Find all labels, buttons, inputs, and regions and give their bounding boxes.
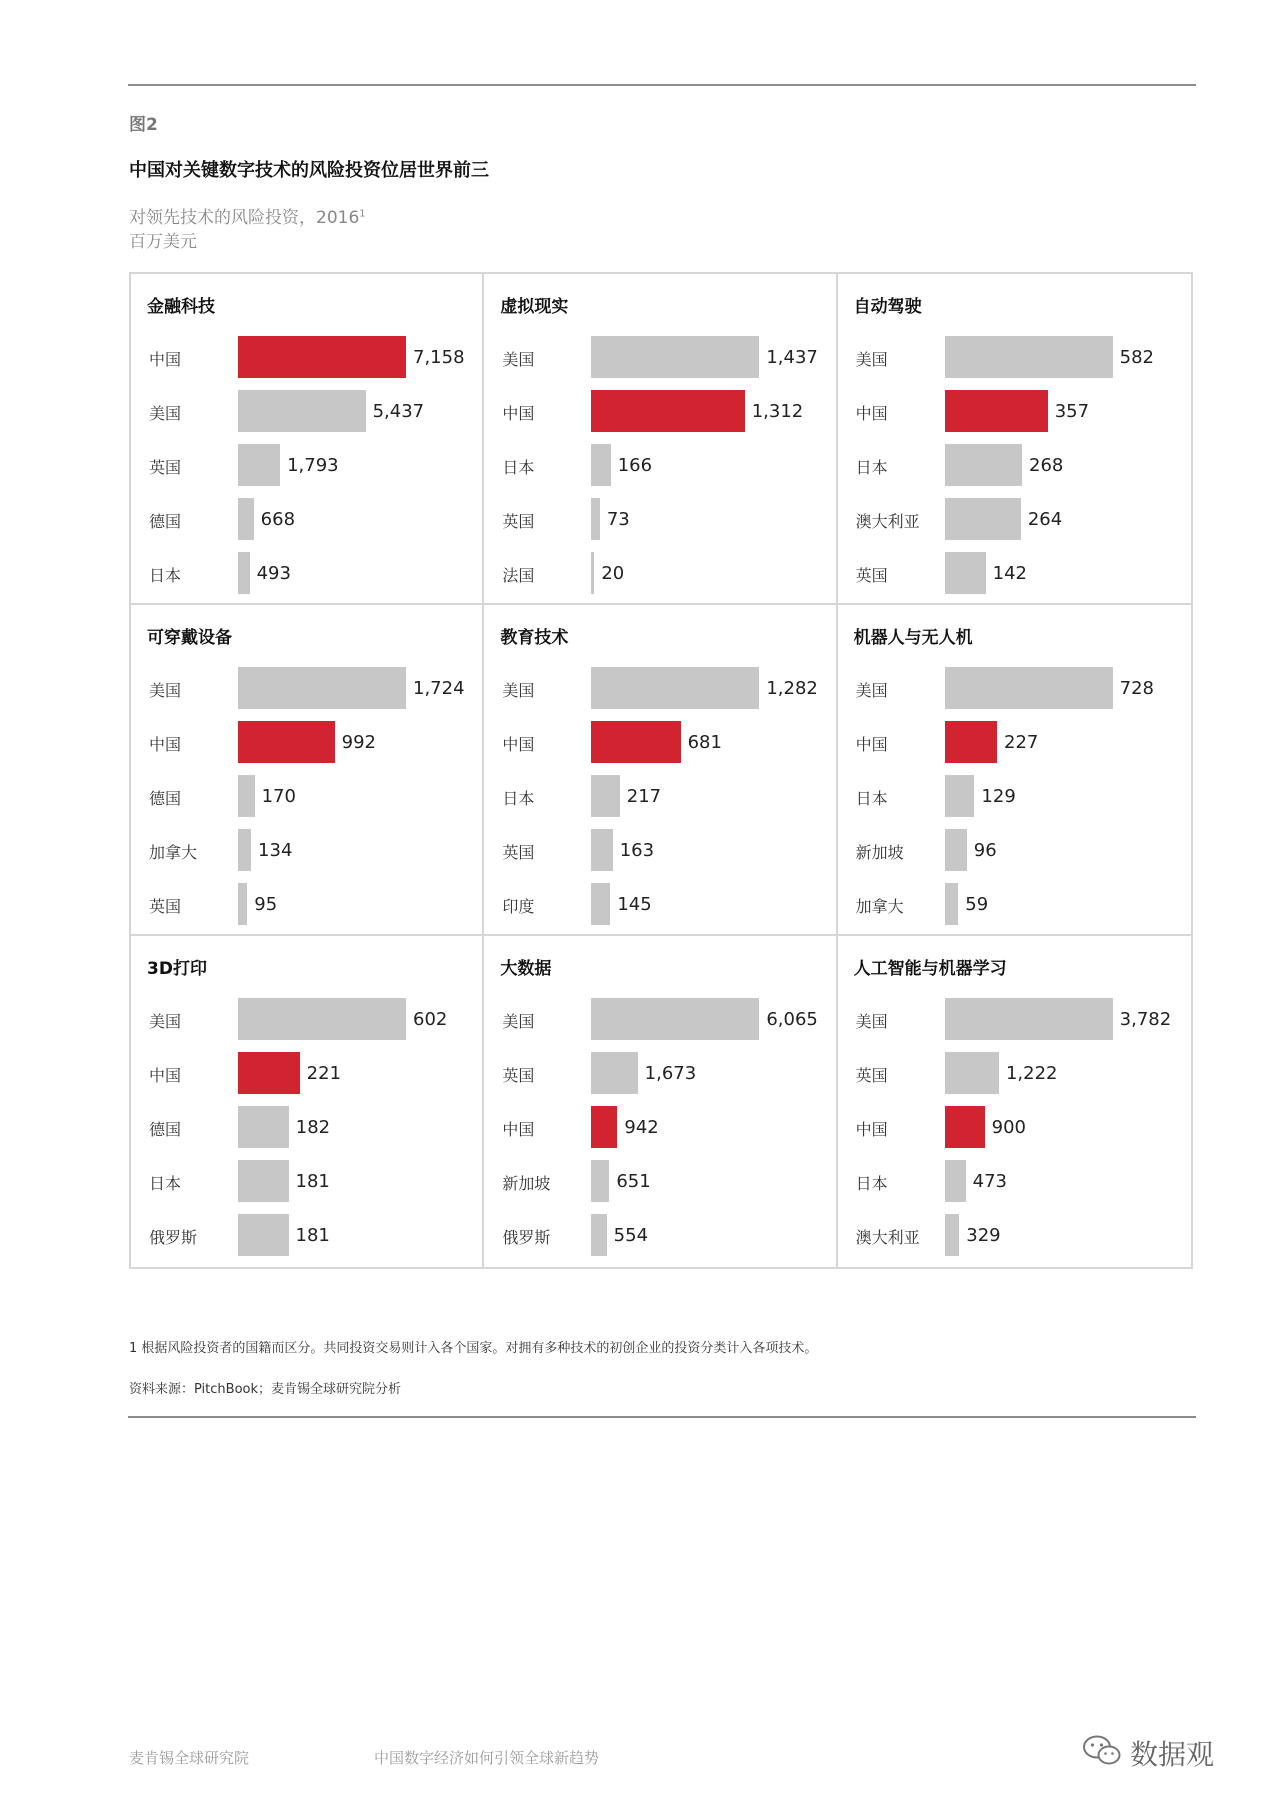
bar [945, 1160, 966, 1202]
subtitle-text: 对领先技术的风险投资，2016 [129, 208, 360, 228]
bar-row [838, 667, 1191, 711]
bar-row [838, 883, 1191, 927]
bar [238, 667, 406, 709]
bar [238, 1106, 289, 1148]
category-label: 德国 [149, 789, 182, 808]
chart-grid [129, 272, 1193, 1269]
bar-row [838, 552, 1191, 596]
bar-row [131, 1160, 482, 1204]
bar [591, 444, 610, 486]
category-label: 德国 [149, 1120, 182, 1139]
bar [591, 1106, 617, 1148]
value-label: 181 [295, 1171, 330, 1192]
value-label: 668 [260, 509, 296, 530]
chart-panel [838, 274, 1191, 605]
bar [591, 552, 594, 594]
figure-label: 图2 [129, 115, 158, 135]
bar [238, 775, 255, 817]
bar-row [131, 775, 482, 819]
footer-report-title: 中国数字经济如何引领全球新趋势 [374, 1749, 600, 1767]
value-label: 217 [626, 786, 662, 807]
bar [591, 883, 610, 925]
value-label: 170 [261, 786, 296, 807]
bar [238, 829, 251, 871]
bar-row [838, 1106, 1191, 1150]
value-label: 602 [413, 1009, 448, 1030]
bar-row [484, 1160, 835, 1204]
category-label: 日本 [855, 1174, 888, 1193]
value-label: 182 [295, 1117, 331, 1138]
chart-panel [484, 936, 837, 1267]
bar [238, 336, 406, 378]
bar-row [838, 1214, 1191, 1258]
footer-publisher: 麦肯锡全球研究院 [129, 1749, 250, 1767]
value-label: 264 [1027, 509, 1063, 530]
bar-row [484, 667, 835, 711]
bar [591, 1052, 637, 1094]
bar-row [484, 390, 835, 434]
source-note: 资料来源：PitchBook；麦肯锡全球研究院分析 [129, 1382, 402, 1397]
panel-title: 大数据 [500, 959, 552, 979]
bar [945, 552, 986, 594]
value-label: 163 [619, 840, 655, 861]
bar [945, 498, 1021, 540]
value-label: 1,282 [766, 678, 818, 699]
bar-row [838, 721, 1191, 765]
value-label: 59 [965, 894, 989, 915]
value-label: 227 [1004, 732, 1039, 753]
top-rule [128, 84, 1196, 86]
category-label: 加拿大 [149, 843, 198, 862]
bar-row [131, 390, 482, 434]
watermark [1082, 1733, 1214, 1773]
bar-row [838, 998, 1191, 1042]
bar-row [484, 721, 835, 765]
bar-row [131, 444, 482, 488]
bar-row [131, 1214, 482, 1258]
bar [238, 552, 250, 594]
bar-row [484, 883, 835, 927]
bar [591, 721, 680, 763]
bar [945, 667, 1113, 709]
bar-row [131, 498, 482, 542]
value-label: 582 [1119, 347, 1155, 368]
bar [238, 444, 280, 486]
category-label: 日本 [149, 1174, 182, 1193]
bar-row [838, 498, 1191, 542]
bar-row [484, 552, 835, 596]
value-label: 1,222 [1005, 1063, 1058, 1084]
bar-row [838, 1052, 1191, 1096]
footnote: 1 根据风险投资者的国籍而区分。共同投资交易则计入各个国家。对拥有多种技术的初创企业的投资分类计入各项技术。 [129, 1341, 818, 1356]
bar-row [131, 721, 482, 765]
bar-row [131, 1106, 482, 1150]
category-label: 中国 [149, 735, 182, 754]
value-label: 129 [981, 786, 1016, 807]
value-label: 268 [1029, 455, 1064, 476]
value-label: 145 [617, 894, 652, 915]
category-label: 中国 [855, 1120, 888, 1139]
bar-row [838, 336, 1191, 380]
bar-row [484, 775, 835, 819]
category-label: 日本 [855, 789, 888, 808]
value-label: 1,724 [413, 678, 465, 699]
category-label: 美国 [502, 1012, 535, 1031]
value-label: 142 [992, 563, 1027, 584]
category-label: 英国 [502, 843, 535, 862]
chart-panel [484, 274, 837, 605]
category-label: 新加坡 [502, 1174, 551, 1193]
bar-row [484, 1106, 835, 1150]
bar-row [484, 498, 835, 542]
bar-row [838, 390, 1191, 434]
bar [238, 721, 335, 763]
bar-row [484, 998, 835, 1042]
category-label: 英国 [502, 512, 535, 531]
value-label: 473 [972, 1171, 1008, 1192]
chart-panel [131, 936, 484, 1267]
bar [945, 721, 997, 763]
category-label: 澳大利亚 [855, 1228, 920, 1247]
bar [591, 1160, 609, 1202]
subtitle-footnote-marker: 1 [359, 208, 366, 220]
bar [238, 998, 406, 1040]
bar-row [484, 829, 835, 873]
value-label: 329 [966, 1225, 1001, 1246]
bar [238, 390, 366, 432]
category-label: 英国 [855, 566, 888, 585]
bar-row [484, 336, 835, 380]
value-label: 221 [306, 1063, 342, 1084]
category-label: 中国 [502, 404, 535, 423]
value-label: 73 [606, 509, 630, 530]
category-label: 中国 [149, 350, 182, 369]
value-label: 134 [258, 840, 293, 861]
bar [238, 1052, 300, 1094]
chart-panel [838, 605, 1191, 936]
category-label: 中国 [855, 735, 888, 754]
bar-row [131, 998, 482, 1042]
panel-title: 教育技术 [500, 628, 569, 648]
value-label: 681 [687, 732, 722, 753]
category-label: 美国 [149, 404, 182, 423]
chart-title: 中国对关键数字技术的风险投资位居世界前三 [129, 160, 489, 181]
bar [591, 1214, 606, 1256]
bar-row [838, 775, 1191, 819]
category-label: 日本 [502, 789, 535, 808]
value-label: 942 [624, 1117, 659, 1138]
bar [945, 390, 1048, 432]
bar [945, 883, 959, 925]
chart-panel [838, 936, 1191, 1267]
category-label: 中国 [855, 404, 888, 423]
bar [945, 444, 1022, 486]
panel-title: 机器人与无人机 [853, 628, 973, 648]
bar [238, 883, 247, 925]
bar [591, 667, 759, 709]
value-label: 181 [295, 1225, 330, 1246]
category-label: 日本 [855, 458, 888, 477]
category-label: 美国 [855, 350, 888, 369]
value-label: 900 [991, 1117, 1026, 1138]
wechat-icon [1082, 1734, 1122, 1772]
value-label: 5,437 [372, 401, 425, 422]
value-label: 992 [341, 732, 377, 753]
category-label: 美国 [149, 681, 182, 700]
category-label: 中国 [502, 735, 535, 754]
category-label: 美国 [502, 350, 535, 369]
chart-panel [131, 274, 484, 605]
category-label: 俄罗斯 [149, 1228, 198, 1247]
bar-row [131, 829, 482, 873]
value-label: 20 [601, 563, 625, 584]
value-label: 493 [256, 563, 291, 584]
bottom-rule [128, 1416, 1196, 1418]
bar [945, 1052, 999, 1094]
value-label: 6,065 [766, 1009, 818, 1030]
bar [591, 998, 759, 1040]
category-label: 印度 [502, 897, 535, 916]
watermark-text: 数据观 [1130, 1738, 1215, 1771]
value-label: 3,782 [1119, 1009, 1172, 1030]
value-label: 357 [1054, 401, 1090, 422]
value-label: 1,673 [644, 1063, 697, 1084]
category-label: 日本 [502, 458, 535, 477]
category-label: 美国 [855, 1012, 888, 1031]
panel-title: 3D打印 [147, 959, 207, 979]
value-label: 1,793 [287, 455, 339, 476]
bar-row [131, 1052, 482, 1096]
bar-row [131, 883, 482, 927]
bar-row [484, 444, 835, 488]
bar [945, 1214, 960, 1256]
category-label: 英国 [502, 1066, 535, 1085]
bar-row [484, 1052, 835, 1096]
category-label: 英国 [149, 458, 182, 477]
category-label: 加拿大 [855, 897, 904, 916]
category-label: 法国 [502, 566, 535, 585]
bar [591, 336, 759, 378]
bar [238, 1160, 289, 1202]
bar [945, 998, 1113, 1040]
value-label: 1,437 [766, 347, 818, 368]
panel-title: 人工智能与机器学习 [853, 959, 1007, 979]
bar-row [131, 552, 482, 596]
category-label: 美国 [149, 1012, 182, 1031]
category-label: 俄罗斯 [502, 1228, 551, 1247]
bar [591, 498, 600, 540]
category-label: 英国 [855, 1066, 888, 1085]
bar-row [838, 829, 1191, 873]
chart-panel [131, 605, 484, 936]
value-label: 554 [613, 1225, 649, 1246]
bar [238, 1214, 289, 1256]
value-label: 96 [973, 840, 997, 861]
chart-subtitle [129, 203, 366, 228]
bar [591, 775, 619, 817]
category-label: 英国 [149, 897, 182, 916]
panel-title: 自动驾驶 [853, 297, 922, 317]
bar-row [838, 444, 1191, 488]
bar-row [838, 1160, 1191, 1204]
bar-row [131, 667, 482, 711]
category-label: 德国 [149, 512, 182, 531]
category-label: 美国 [855, 681, 888, 700]
panel-title: 虚拟现实 [500, 297, 569, 317]
category-label: 新加坡 [855, 843, 904, 862]
panel-title: 金融科技 [147, 297, 215, 317]
value-label: 728 [1119, 678, 1155, 699]
bar [591, 390, 744, 432]
value-label: 651 [616, 1171, 651, 1192]
category-label: 中国 [502, 1120, 535, 1139]
category-label: 美国 [502, 681, 535, 700]
value-label: 95 [254, 894, 278, 915]
chart-panel [484, 605, 837, 936]
bar [945, 829, 967, 871]
bar [945, 1106, 985, 1148]
panel-title: 可穿戴设备 [147, 628, 232, 648]
bar [591, 829, 612, 871]
bar [945, 775, 975, 817]
bar [945, 336, 1113, 378]
value-label: 7,158 [413, 347, 465, 368]
category-label: 澳大利亚 [855, 512, 920, 531]
category-label: 中国 [149, 1066, 182, 1085]
bar-row [131, 336, 482, 380]
category-label: 日本 [149, 566, 182, 585]
bar [238, 498, 254, 540]
unit-label: 百万美元 [129, 232, 197, 252]
bar-row [484, 1214, 835, 1258]
value-label: 166 [617, 455, 653, 476]
value-label: 1,312 [751, 401, 804, 422]
